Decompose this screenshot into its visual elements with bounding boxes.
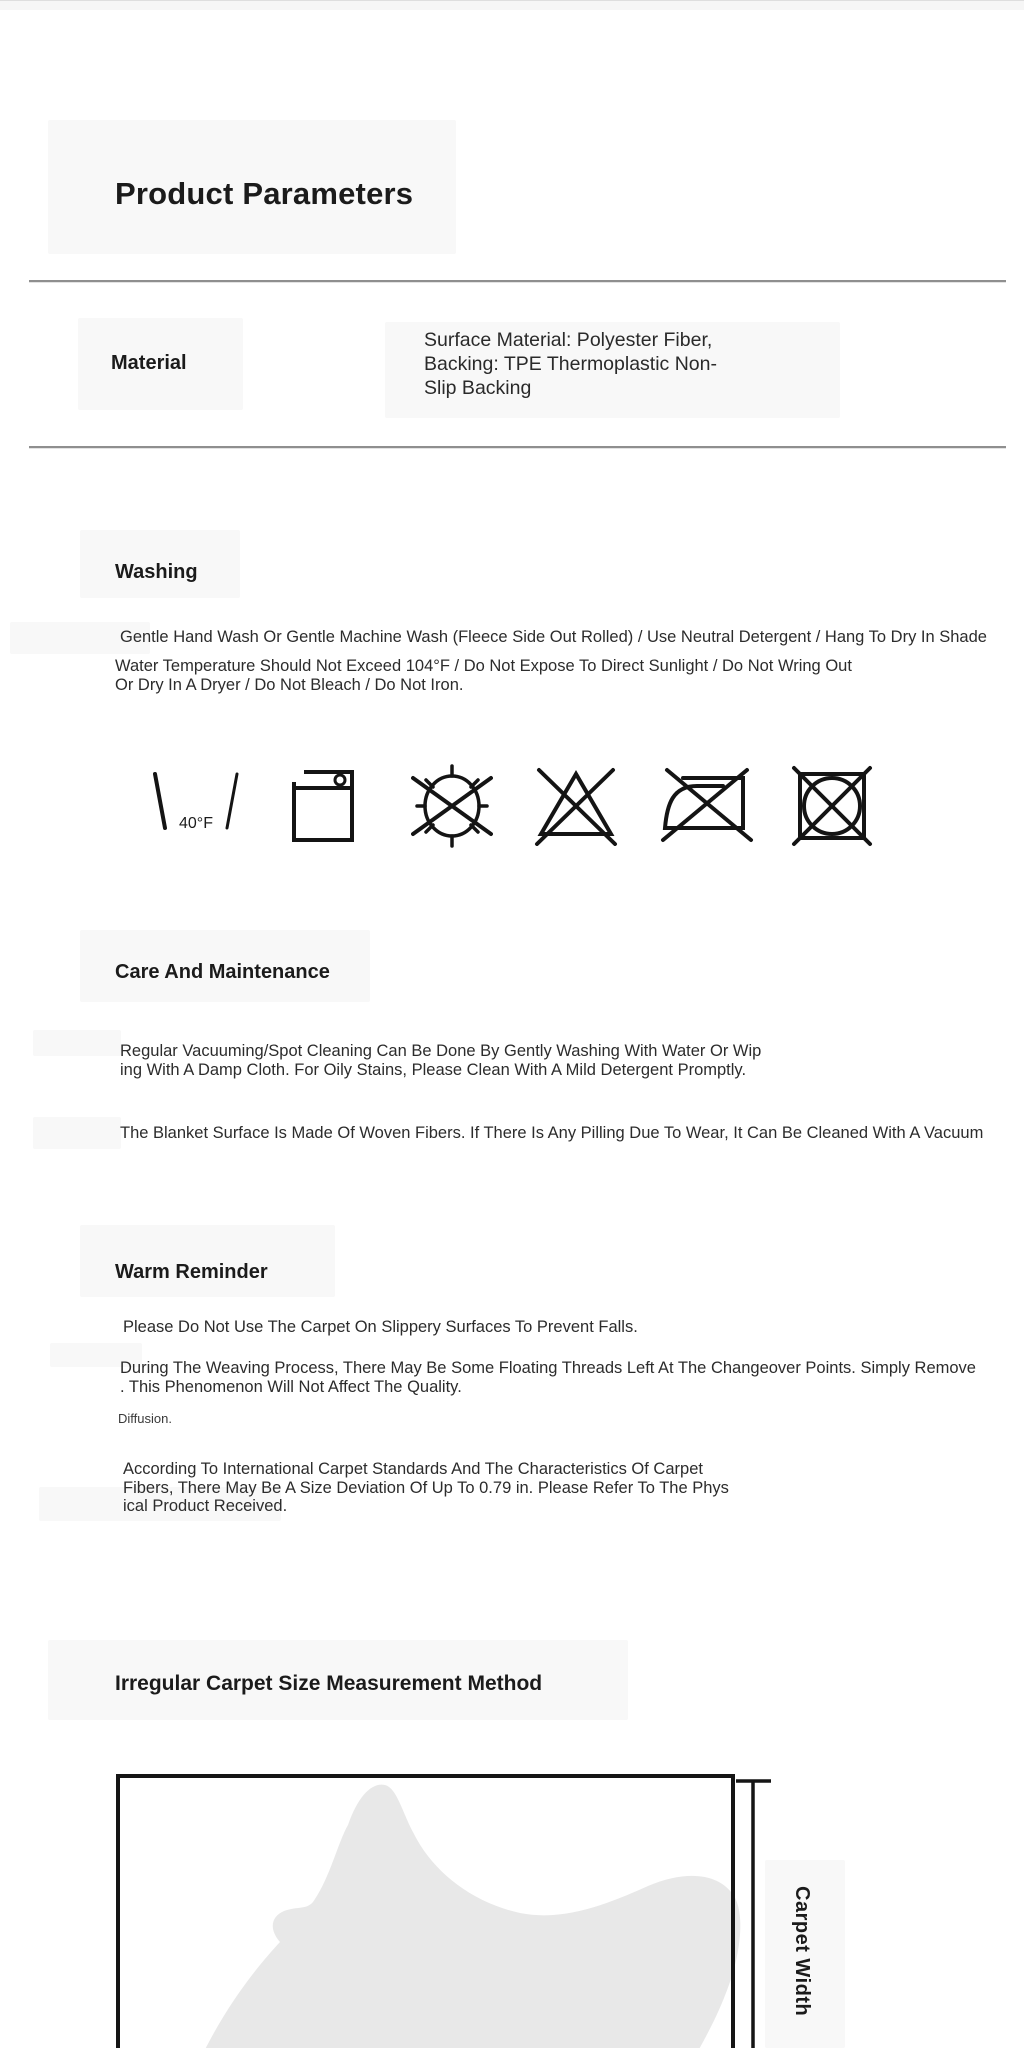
washing-text-line: Or Dry In A Dryer / Do Not Bleach / Do Not Iron. (115, 675, 464, 694)
divider (29, 280, 1006, 282)
material-value-line: Backing: TPE Thermoplastic Non- (424, 353, 717, 375)
reminder-note: Diffusion. (118, 1411, 172, 1426)
placeholder-box (33, 1117, 121, 1149)
page-title: Product Parameters (115, 176, 414, 211)
care-paragraph-1 (120, 1042, 761, 1079)
care-paragraph-2: The Blanket Surface Is Made Of Woven Fibers. If There Is Any Pilling Due To Wear, It Can Be Cleaned With A Vacuum (120, 1124, 984, 1142)
carpet-width-label: Carpet Width (791, 1886, 813, 2017)
placeholder-box (33, 1030, 121, 1056)
wash-temp-label: 40°F (179, 815, 213, 832)
irregular-carpet-shape (195, 1785, 740, 2048)
measurement-diagram (0, 1770, 1024, 2048)
care-text-line: ing With A Damp Cloth. For Oily Stains, Please Clean With A Mild Detergent Promptly. (120, 1060, 747, 1079)
washing-instructions-line2-3 (115, 657, 852, 694)
material-value (424, 328, 844, 400)
do-not-tumble-dry-icon (790, 764, 874, 848)
material-label: Material (111, 352, 187, 374)
reminder-text-line: Fibers, There May Be A Size Deviation Of Up To 0.79 in. Please Refer To The Phys (123, 1478, 729, 1497)
measurement-heading: Irregular Carpet Size Measurement Method (115, 1672, 543, 1695)
measurement-diagram-svg (0, 1770, 1024, 2048)
divider (29, 446, 1006, 448)
reminder-text-line: During The Weaving Process, There May Be Some Floating Threads Left At The Changeover Points. Simply Remove (120, 1359, 976, 1377)
top-bar (0, 0, 1024, 10)
reminder-paragraph-2 (120, 1359, 976, 1396)
hand-wash-40f-icon (141, 770, 251, 840)
care-text-line: Regular Vacuuming/Spot Cleaning Can Be Done By Gently Washing With Water Or Wip (120, 1042, 762, 1060)
material-value-line: Surface Material: Polyester Fiber, (424, 329, 713, 351)
reminder-text-line: According To International Carpet Standards And The Characteristics Of Carpet (123, 1460, 703, 1478)
reminder-heading: Warm Reminder (115, 1261, 268, 1283)
machine-wash-icon (290, 766, 356, 844)
washing-heading: Washing (115, 561, 198, 583)
reminder-paragraph-3 (123, 1460, 729, 1516)
do-not-iron-icon (657, 766, 757, 846)
do-not-sun-dry-icon (411, 764, 493, 848)
reminder-text-line: ical Product Received. (123, 1497, 288, 1515)
do-not-bleach-icon (533, 766, 619, 846)
care-heading: Care And Maintenance (115, 961, 330, 983)
washing-instructions-line1: Gentle Hand Wash Or Gentle Machine Wash (Fleece Side Out Rolled) / Use Neutral Detergent / Hang To Dry In Shade (120, 628, 987, 646)
material-value-line: Slip Backing (424, 377, 532, 399)
washing-text-line: Water Temperature Should Not Exceed 104°F / Do Not Expose To Direct Sunlight / Do Not Wring Out (115, 657, 852, 675)
reminder-paragraph-1: Please Do Not Use The Carpet On Slippery Surfaces To Prevent Falls. (123, 1318, 638, 1336)
reminder-text-line: . This Phenomenon Will Not Affect The Quality. (120, 1377, 462, 1396)
